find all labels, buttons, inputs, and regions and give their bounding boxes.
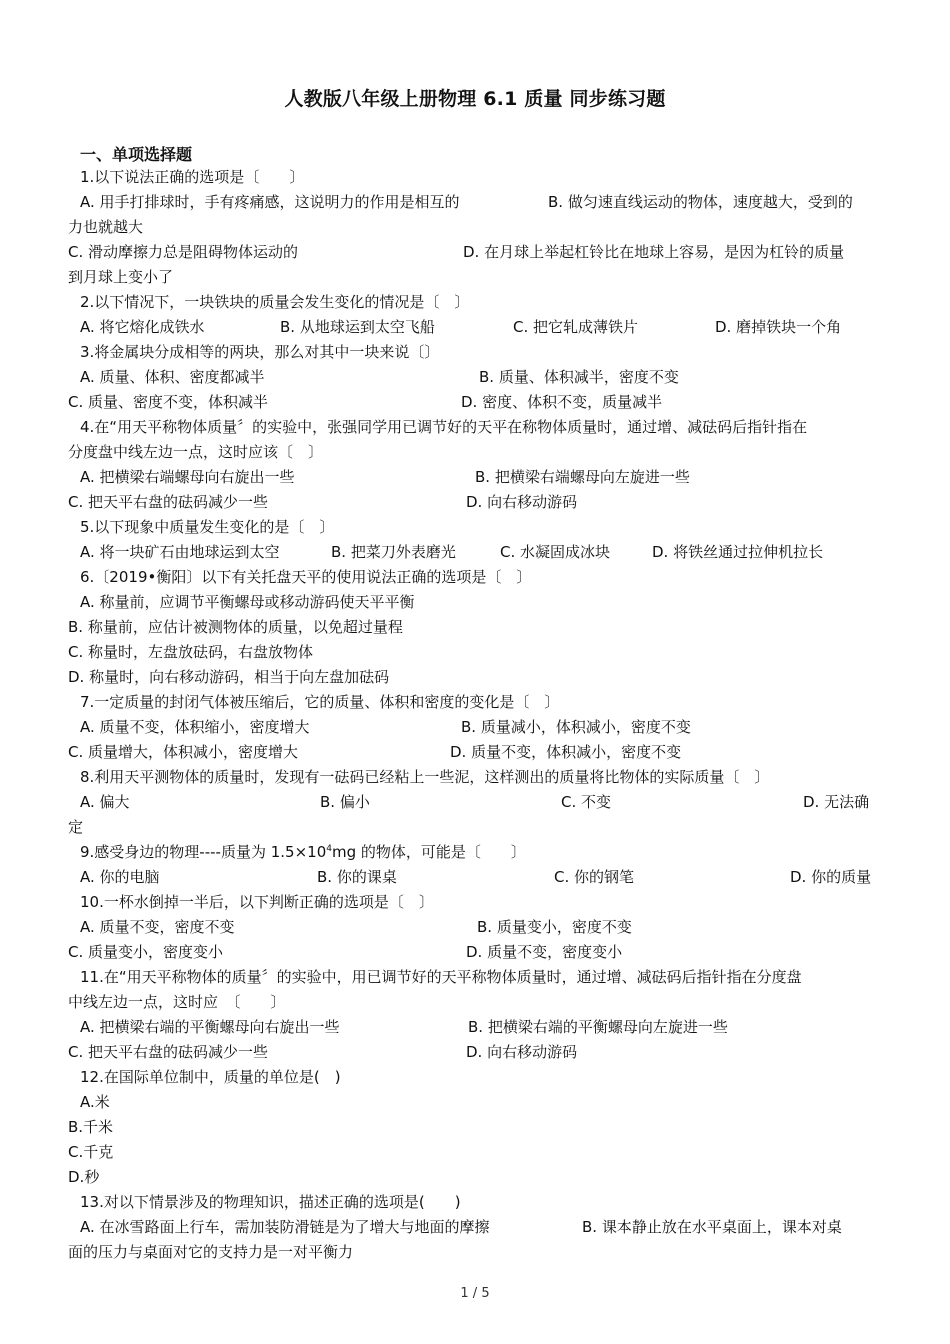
q3-row-cd [68,390,886,415]
q13-stem: 13.对以下情景涉及的物理知识，描述正确的选项是( ) [80,1193,461,1211]
q7-option-a: A. 质量不变，体积缩小，密度增大 [80,718,310,736]
q2-option-a: A. 将它熔化成铁水 [80,318,205,336]
q8-stem: 8.利用天平测物体的质量时，发现有一砝码已经粘上一些泥，这样测出的质量将比物体的实际质量〔 〕 [80,768,770,786]
q3-option-d: D. 密度、体积不变，质量减半 [461,393,663,411]
q9-option-b: B. 你的课桌 [317,868,397,886]
q7-option-c: C. 质量增大，体积减小，密度增大 [68,743,299,761]
q11-row-ab [68,1015,886,1040]
q10-stem: 10.一杯水倒掉一半后，以下判断正确的选项是〔 〕 [80,893,434,911]
q10-row-ab [68,915,886,940]
q7-option-b: B. 质量减小，体积减小，密度不变 [461,718,691,736]
q1-option-d: D. 在月球上举起杠铃比在地球上容易，是因为杠铃的质量 [463,243,845,261]
q12-stem: 12.在国际单位制中，质量的单位是( ) [80,1068,341,1086]
q10-option-d: D. 质量不变，密度变小 [466,943,623,961]
q12-option-b: B.千米 [68,1118,114,1136]
q12-option-c: C.千克 [68,1143,114,1161]
q8-options [68,790,886,815]
q1-option-c: C. 滑动摩擦力总是阻碍物体运动的 [68,243,299,261]
q11-stem-cont: 中线左边一点，这时应 〔 〕 [68,993,286,1011]
q2-option-b: B. 从地球运到太空飞船 [280,318,435,336]
q4-option-d: D. 向右移动游码 [466,493,578,511]
q3-stem: 3.将金属块分成相等的两块，那么对其中一块来说〔〕 [80,343,440,361]
q6-option-c: C. 称量时，左盘放砝码，右盘放物体 [68,643,314,661]
q1-option-b: B. 做匀速直线运动的物体，速度越大，受到的 [548,193,853,211]
question-list [68,165,886,1265]
q2-option-c: C. 把它轧成薄铁片 [513,318,639,336]
q5-stem: 5.以下现象中质量发生变化的是〔 〕 [80,518,335,536]
q8-option-d-cont: 定 [68,818,84,836]
q1-option-d-cont: 到月球上变小了 [68,268,174,286]
q2-stem: 2.以下情况下，一块铁块的质量会发生变化的情况是〔 〕 [80,293,470,311]
q10-option-b: B. 质量变小，密度不变 [477,918,632,936]
q9-option-d: D. 你的质量 [790,868,872,886]
section-heading: 一、单项选择题 [80,145,193,164]
q10-row-cd [68,940,886,965]
q11-stem: 11.在“用天平称物体的质量〞的实验中，用已调节好的天平称物体质量时，通过增、减砝码后指针指在分度盘 [80,968,802,986]
q3-option-c: C. 质量、密度不变，体积减半 [68,393,269,411]
q7-option-d: D. 质量不变，体积减小，密度不变 [450,743,682,761]
q7-row-cd [68,740,886,765]
q12-option-a: A.米 [80,1093,110,1111]
q11-option-c: C. 把天平右盘的砝码减少一些 [68,1043,269,1061]
q4-row-cd [68,490,886,515]
q9-options [68,865,886,890]
q9-option-a: A. 你的电脑 [80,868,160,886]
q7-stem: 7.一定质量的封闭气体被压缩后，它的质量、体积和密度的变化是〔 〕 [80,693,560,711]
q2-option-d: D. 磨掉铁块一个角 [715,318,842,336]
page-number: 1 / 5 [460,1286,490,1301]
q10-option-c: C. 质量变小，密度变小 [68,943,224,961]
q12-option-d: D.秒 [68,1168,100,1186]
q8-option-b: B. 偏小 [320,793,370,811]
q8-option-d: D. 无法确 [803,793,870,811]
q13-row-ab [68,1215,886,1240]
q1-row-cd [68,240,886,265]
q9-stem-exponent: 4 [326,844,332,854]
q13-option-a: A. 在冰雪路面上行车，需加装防滑链是为了增大与地面的摩擦 [80,1218,490,1236]
q5-option-a: A. 将一块矿石由地球运到太空 [80,543,280,561]
q1-option-b-cont: 力也就越大 [68,218,144,236]
q11-option-a: A. 把横梁右端的平衡螺母向右旋出一些 [80,1018,340,1036]
q4-stem-cont: 分度盘中线左边一点，这时应该〔 〕 [68,443,324,461]
q1-option-a: A. 用手打排球时，手有疼痛感，这说明力的作用是相互的 [80,193,460,211]
q8-option-a: A. 偏大 [80,793,130,811]
q6-option-b: B. 称量前，应估计被测物体的质量，以免超过量程 [68,618,403,636]
q3-row-ab [68,365,886,390]
q4-option-a: A. 把横梁右端螺母向右旋出一些 [80,468,295,486]
q11-option-d: D. 向右移动游码 [466,1043,578,1061]
q6-option-a: A. 称量前，应调节平衡螺母或移动游码使天平平衡 [80,593,415,611]
q4-option-c: C. 把天平右盘的砝码减少一些 [68,493,269,511]
q8-option-c: C. 不变 [561,793,612,811]
q2-options [68,315,886,340]
q4-option-b: B. 把横梁右端螺母向左旋进一些 [475,468,690,486]
document-title: 人教版八年级上册物理 6.1 质量 同步练习题 [284,88,666,110]
q9-option-c: C. 你的钢笔 [554,868,635,886]
q10-option-a: A. 质量不变，密度不变 [80,918,235,936]
q5-option-c: C. 水凝固成冰块 [500,543,611,561]
q3-option-b: B. 质量、体积减半，密度不变 [479,368,679,386]
q11-row-cd [68,1040,886,1065]
q4-row-ab [68,465,886,490]
q11-option-b: B. 把横梁右端的平衡螺母向左旋进一些 [468,1018,728,1036]
q4-stem: 4.在“用天平称物体质量〞的实验中，张强同学用已调节好的天平在称物体质量时，通过增、减砝码后指针指在 [80,418,808,436]
q9-stem [68,840,886,865]
q1-stem: 1.以下说法正确的选项是〔 〕 [80,168,305,186]
q6-option-d: D. 称量时，向右移动游码，相当于向左盘加砝码 [68,668,390,686]
q6-stem: 6.〔2019•衡阳〕以下有关托盘天平的使用说法正确的选项是〔 〕 [80,568,532,586]
q3-option-a: A. 质量、体积、密度都减半 [80,368,265,386]
q5-option-d: D. 将铁丝通过拉伸机拉长 [652,543,824,561]
q1-row-ab [68,190,886,215]
q7-row-ab [68,715,886,740]
q13-option-b: B. 课本静止放在水平桌面上，课本对桌 [582,1218,842,1236]
q5-option-b: B. 把菜刀外表磨光 [331,543,456,561]
q5-options [68,540,886,565]
q9-stem-pre: 9.感受身边的物理----质量为 1.5×10 [80,843,327,861]
q13-option-b-cont: 面的压力与桌面对它的支持力是一对平衡力 [68,1243,354,1261]
q9-stem-post: mg 的物体，可能是〔 〕 [331,843,526,861]
